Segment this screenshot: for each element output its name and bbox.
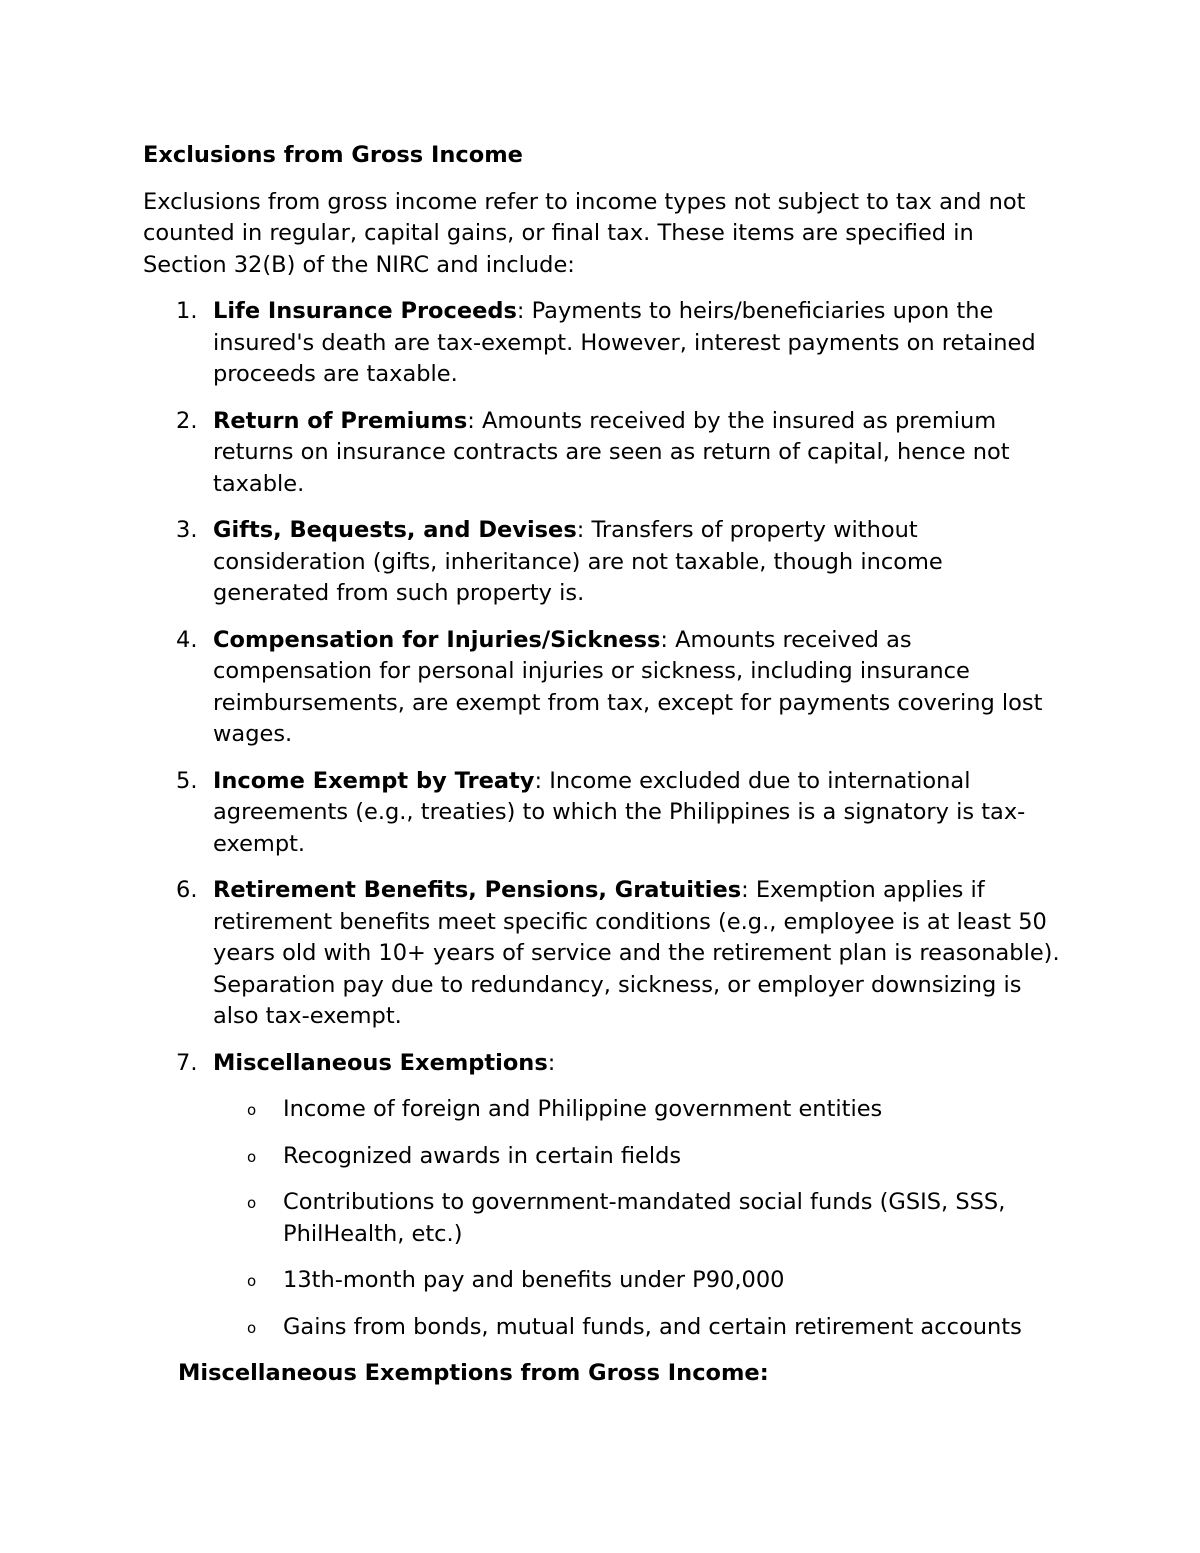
list-item: [143, 1048, 1060, 1080]
item-separator: :: [660, 626, 669, 653]
item-text: Income excluded due to international agreements (e.g., treaties) to which the Philippines is a signatory is tax-exempt.: [213, 767, 1026, 857]
list-number: 5.: [176, 767, 198, 794]
bullet-icon: o: [247, 1318, 257, 1337]
sub-list-item: [143, 1312, 1060, 1344]
list-number: 1.: [176, 298, 198, 324]
list-number: 7.: [176, 1049, 198, 1076]
list-number: 3.: [176, 517, 198, 543]
item-text: Payments to heirs/beneficiaries upon the insured's death are tax-exempt. However, interest payments on retained proceeds are taxable.: [213, 298, 1036, 387]
sub-item-text: Gains from bonds, mutual funds, and certain retirement accounts: [283, 1313, 1022, 1340]
document-heading: Exclusions from Gross Income: [143, 142, 523, 168]
sub-item-text: Recognized awards in certain fields: [283, 1142, 682, 1169]
item-title: Compensation for Injuries/Sickness: [213, 626, 661, 653]
list-item: [143, 625, 1060, 751]
item-separator: :: [741, 877, 749, 903]
list-item: [143, 515, 1060, 610]
sub-list-item: [143, 1265, 1060, 1297]
bullet-icon: o: [247, 1101, 257, 1119]
item-text: Transfers of property without consideration (gifts, inheritance) are not taxable, though income generated from such property is.: [213, 517, 943, 606]
sub-list-item: [143, 1187, 1060, 1250]
item-title: Miscellaneous Exemptions: [213, 1049, 548, 1076]
sub-item-text: Contributions to government-mandated social funds (GSIS, SSS, PhilHealth, etc.): [283, 1189, 1006, 1247]
sub-item-text: Income of foreign and Philippine government entities: [283, 1096, 883, 1122]
list-item: [143, 875, 1060, 1033]
sub-list-item: [143, 1094, 1060, 1126]
section-heading: Miscellaneous Exemptions from Gross Income:: [178, 1360, 769, 1386]
list-item: [143, 296, 1060, 391]
item-separator: :: [547, 1049, 556, 1076]
list-item: [143, 766, 1060, 861]
sub-list-item: [143, 1141, 1060, 1173]
sub-item-text: 13th-month pay and benefits under P90,000: [283, 1267, 785, 1293]
item-separator: :: [576, 517, 585, 543]
bullet-icon: o: [247, 1147, 257, 1166]
intro-paragraph: Exclusions from gross income refer to income types not subject to tax and not counted in regular, capital gains, or final tax. These items are specified in Section 32(B) of the NIRC and include:: [143, 188, 1026, 278]
item-text: Amounts received as compensation for personal injuries or sickness, including insurance reimbursements, are exempt from tax, except for payments covering lost wages.: [213, 626, 1043, 747]
item-title: Retirement Benefits, Pensions, Gratuities: [213, 877, 742, 903]
item-title: Return of Premiums: [213, 407, 468, 434]
list-number: 6.: [176, 877, 198, 903]
item-separator: :: [534, 767, 543, 794]
item-title: Income Exempt by Treaty: [213, 767, 535, 794]
list-item: [143, 406, 1060, 501]
list-number: 4.: [176, 626, 198, 653]
item-title: Life Insurance Proceeds: [213, 298, 517, 324]
bullet-icon: o: [247, 1272, 257, 1290]
bullet-icon: o: [247, 1194, 257, 1212]
item-text: Amounts received by the insured as premium returns on insurance contracts are seen as return of capital, hence not taxable.: [213, 407, 1010, 497]
item-text: Exemption applies if retirement benefits meet specific conditions (e.g., employee is at least 50 years old with 10+ years of service and the retirement plan is reasonable). Separation pay due to redundancy, sickness, or employer downsizing is also tax-exempt.: [213, 877, 1060, 1029]
item-separator: :: [516, 298, 525, 324]
item-title: Gifts, Bequests, and Devises: [213, 517, 577, 543]
list-number: 2.: [176, 407, 198, 434]
item-separator: :: [467, 407, 475, 434]
